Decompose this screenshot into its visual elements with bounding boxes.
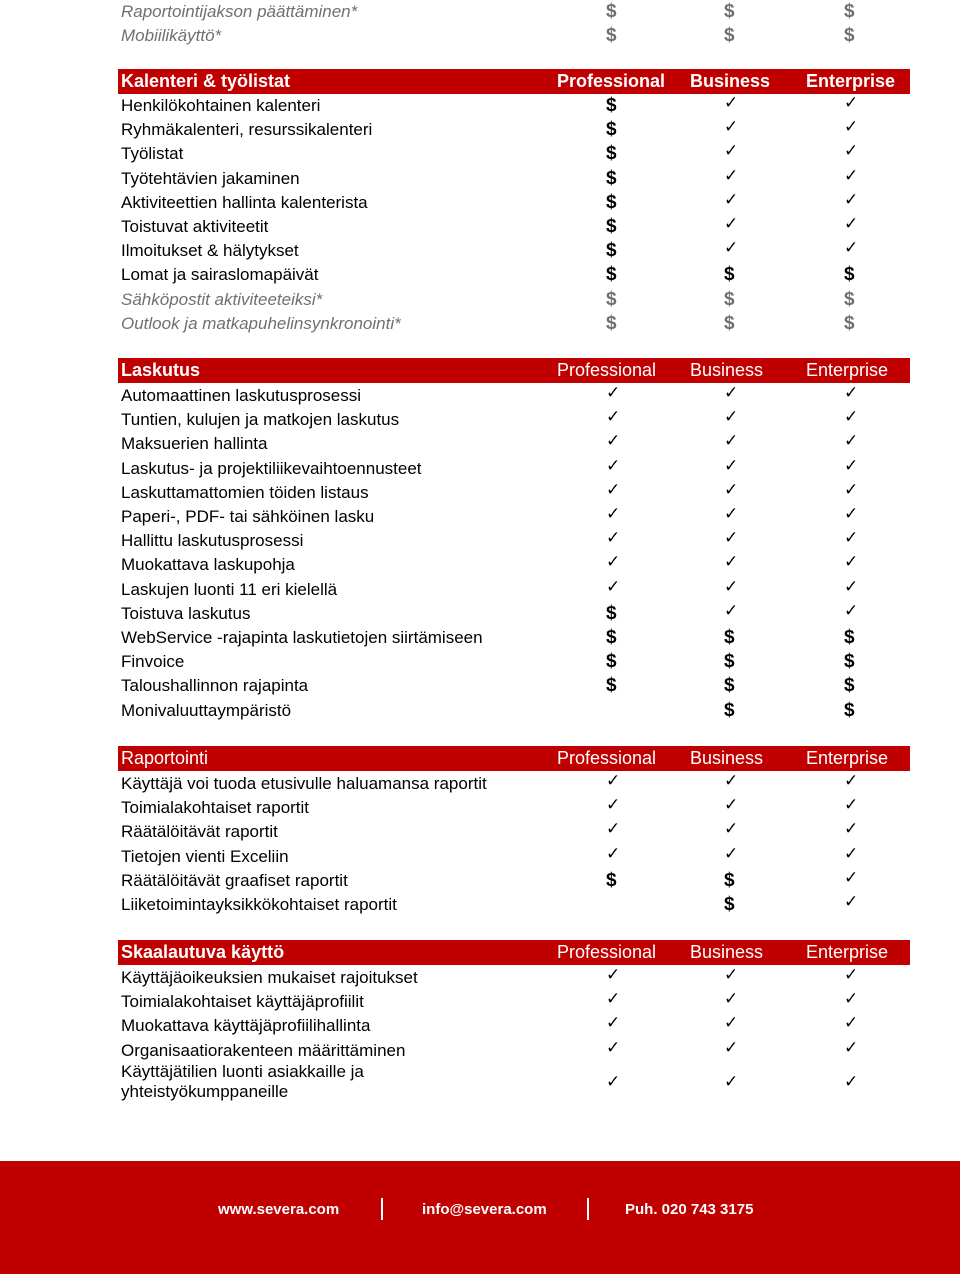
feature-row (120, 118, 910, 142)
column-enterprise: Enterprise (806, 360, 889, 380)
professional-cell: $ (606, 191, 617, 213)
column-business: Business (690, 942, 764, 962)
enterprise-cell: ✓ (844, 455, 859, 476)
feature-label: Monivaluuttaympäristö (121, 700, 292, 720)
feature-label: Taloushallinnon rajapinta (121, 676, 309, 696)
business-cell: ✓ (724, 431, 739, 452)
professional-cell: $ (606, 312, 617, 334)
feature-row (120, 626, 910, 650)
professional-cell: $ (606, 143, 617, 165)
enterprise-cell: ✓ (844, 189, 859, 210)
feature-row (120, 699, 910, 723)
feature-row (120, 772, 910, 796)
feature-row (120, 191, 910, 215)
feature-label: Liiketoimintayksikkökohtaiset raportit (121, 895, 397, 914)
feature-row (120, 263, 910, 287)
business-cell: ✓ (724, 383, 739, 403)
enterprise-cell: ✓ (844, 819, 859, 840)
enterprise-cell: $ (844, 627, 855, 648)
enterprise-cell: ✓ (844, 892, 859, 912)
feature-row (120, 893, 910, 917)
business-cell: ✓ (724, 93, 739, 113)
business-cell: ✓ (724, 795, 739, 816)
enterprise-cell: ✓ (844, 1013, 859, 1034)
feature-label: Hallittu laskutusprosessi (121, 531, 304, 551)
enterprise-cell: ✓ (844, 407, 859, 428)
business-cell: $ (724, 869, 735, 891)
email-link[interactable]: info@severa.com (422, 1201, 547, 1218)
phone-number: Puh. 020 743 3175 (625, 1201, 754, 1218)
business-cell: ✓ (724, 1071, 739, 1092)
professional-cell: ✓ (606, 383, 621, 403)
enterprise-cell: ✓ (844, 867, 859, 888)
professional-cell: ✓ (606, 1037, 621, 1058)
enterprise-cell: ✓ (844, 965, 859, 985)
feature-row (120, 1014, 910, 1038)
enterprise-cell: ✓ (844, 771, 859, 791)
section-header-laskutus (118, 358, 910, 383)
feature-row (120, 288, 910, 312)
column-professional: Professional (557, 71, 666, 91)
feature-row (120, 869, 910, 893)
feature-label: Toimialakohtaiset raportit (121, 798, 310, 818)
professional-cell: $ (606, 240, 617, 262)
professional-cell: $ (606, 869, 617, 891)
feature-row (120, 820, 910, 844)
footer-bar (0, 1161, 960, 1274)
business-cell: ✓ (724, 771, 739, 791)
column-business: Business (690, 71, 771, 91)
enterprise-cell: $ (844, 699, 855, 721)
feature-row (120, 553, 910, 577)
website-link[interactable]: www.severa.com (218, 1201, 340, 1218)
business-cell: ✓ (724, 843, 739, 864)
business-cell: ✓ (724, 238, 739, 259)
enterprise-cell: $ (844, 312, 855, 334)
feature-label: Tuntien, kulujen ja matkojen laskutus (121, 410, 400, 430)
column-professional: Professional (557, 942, 657, 962)
professional-cell: ✓ (606, 771, 621, 791)
professional-cell: ✓ (606, 455, 621, 476)
enterprise-cell: ✓ (844, 93, 859, 113)
professional-cell: ✓ (606, 528, 621, 549)
feature-row (120, 529, 910, 553)
enterprise-cell: ✓ (844, 576, 859, 597)
enterprise-cell: $ (844, 264, 855, 286)
feature-label: Toimialakohtaiset käyttäjäprofiilit (121, 992, 364, 1012)
feature-row (120, 432, 910, 456)
business-cell: ✓ (724, 819, 739, 840)
feature-label: Työtehtävien jakaminen (121, 168, 300, 188)
enterprise-cell: ✓ (844, 795, 859, 816)
business-cell: ✓ (724, 600, 739, 621)
feature-label: Raportointijakson päättäminen* (121, 2, 358, 21)
feature-row (120, 0, 910, 24)
enterprise-cell: $ (844, 288, 855, 310)
enterprise-cell: ✓ (844, 989, 859, 1010)
business-cell: ✓ (724, 117, 739, 138)
feature-label: Aktiviteettien hallinta kalenterista (121, 192, 368, 212)
enterprise-cell: ✓ (844, 383, 859, 403)
enterprise-cell: $ (844, 1, 855, 22)
professional-cell: $ (606, 216, 617, 237)
section-header-raportointi (118, 746, 910, 771)
business-cell: ✓ (724, 141, 739, 162)
enterprise-cell: ✓ (844, 117, 859, 138)
feature-row (120, 312, 910, 336)
enterprise-cell: $ (844, 651, 855, 673)
feature-label: Lomat ja sairaslomapäivät (121, 265, 319, 285)
business-cell: $ (724, 627, 735, 648)
business-cell: $ (724, 25, 735, 46)
enterprise-cell: ✓ (844, 552, 859, 573)
business-cell: ✓ (724, 989, 739, 1010)
footer-divider (587, 1198, 589, 1220)
enterprise-cell: ✓ (844, 479, 859, 500)
feature-label: Laskutus- ja projektiliikevaihtoennusteet (121, 458, 422, 478)
feature-row (120, 845, 910, 869)
business-cell: ✓ (724, 504, 739, 524)
business-cell: $ (724, 675, 735, 697)
enterprise-cell: ✓ (844, 843, 859, 864)
professional-cell: $ (606, 675, 617, 697)
enterprise-cell: $ (844, 25, 855, 46)
business-cell: ✓ (724, 576, 739, 597)
feature-label: Ilmoitukset & hälytykset (121, 241, 299, 261)
enterprise-cell: ✓ (844, 165, 859, 186)
business-cell: ✓ (724, 965, 739, 985)
column-professional: Professional (557, 360, 657, 380)
feature-label: Automaattinen laskutusprosessi (121, 386, 362, 405)
professional-cell: $ (606, 602, 617, 624)
enterprise-cell: ✓ (844, 214, 859, 234)
feature-row (120, 215, 910, 239)
feature-row (120, 167, 910, 191)
professional-cell: $ (606, 119, 617, 141)
section-title: Raportointi (121, 748, 209, 768)
feature-label: Muokattava käyttäjäprofiilihallinta (121, 1016, 371, 1036)
feature-row (120, 966, 910, 990)
feature-label: Outlook ja matkapuhelinsynkronointi* (121, 313, 401, 333)
business-cell: ✓ (724, 455, 739, 476)
feature-label: Toistuvat aktiviteetit (121, 217, 269, 236)
feature-label: Tietojen vienti Exceliin (121, 846, 289, 866)
enterprise-cell: ✓ (844, 528, 859, 549)
feature-row (120, 481, 910, 505)
business-cell: $ (724, 894, 735, 915)
business-cell: ✓ (724, 552, 739, 573)
professional-cell: ✓ (606, 431, 621, 452)
professional-cell: $ (606, 264, 617, 286)
enterprise-cell: ✓ (844, 504, 859, 524)
professional-cell: $ (606, 651, 617, 673)
feature-label: Henkilökohtainen kalenteri (121, 96, 321, 115)
feature-label: Organisaatiorakenteen määrittäminen (121, 1040, 406, 1060)
feature-row (120, 674, 910, 698)
professional-cell: $ (606, 25, 617, 46)
business-cell: ✓ (724, 189, 739, 210)
feature-label: Laskuttamattomien töiden listaus (121, 482, 369, 502)
footer-divider (381, 1198, 383, 1220)
feature-row (120, 239, 910, 263)
enterprise-cell: ✓ (844, 141, 859, 162)
feature-label: Laskujen luonti 11 eri kielellä (121, 579, 338, 599)
professional-cell: $ (606, 1, 617, 22)
feature-row (120, 408, 910, 432)
feature-row (120, 457, 910, 481)
column-business: Business (690, 748, 764, 768)
enterprise-cell: ✓ (844, 600, 859, 621)
feature-row (120, 505, 910, 529)
professional-cell: ✓ (606, 576, 621, 597)
business-cell: ✓ (724, 165, 739, 186)
professional-cell: $ (606, 167, 617, 189)
feature-label: Käyttäjä voi tuoda etusivulle haluamansa raportit (121, 774, 487, 793)
feature-row (120, 650, 910, 674)
enterprise-cell: ✓ (844, 1037, 859, 1058)
professional-cell: ✓ (606, 1071, 621, 1092)
feature-row (120, 1063, 910, 1105)
feature-row (120, 142, 910, 166)
feature-label: Muokattava laskupohja (121, 555, 295, 575)
professional-cell: ✓ (606, 989, 621, 1010)
professional-cell: ✓ (606, 552, 621, 573)
feature-label: Ryhmäkalenteri, resurssikalenteri (121, 120, 373, 140)
column-enterprise: Enterprise (806, 71, 896, 91)
feature-row (120, 384, 910, 408)
enterprise-cell: ✓ (844, 431, 859, 452)
professional-cell: ✓ (606, 504, 621, 524)
column-enterprise: Enterprise (806, 942, 889, 962)
business-cell: ✓ (724, 1013, 739, 1034)
column-business: Business (690, 360, 764, 380)
section-title: Skaalautuva käyttö (121, 942, 285, 962)
feature-label: Toistuva laskutus (121, 603, 251, 623)
feature-label: Räätälöitävät raportit (121, 822, 278, 842)
professional-cell: ✓ (606, 479, 621, 500)
business-cell: $ (724, 264, 735, 286)
feature-row (120, 602, 910, 626)
section-header-skaalautuva (118, 940, 910, 965)
enterprise-cell: ✓ (844, 1071, 859, 1092)
business-cell: $ (724, 699, 735, 721)
feature-label: Mobiilikäyttö* (121, 26, 222, 45)
column-enterprise: Enterprise (806, 748, 889, 768)
professional-cell: ✓ (606, 965, 621, 985)
business-cell: $ (724, 651, 735, 673)
feature-row (120, 94, 910, 118)
feature-label: Paperi-, PDF- tai sähköinen lasku (121, 507, 375, 526)
feature-row (120, 24, 910, 48)
section-title: Kalenteri & työlistat (121, 71, 291, 91)
feature-label: WebService -rajapinta laskutietojen siirtämiseen (121, 628, 483, 647)
professional-cell: ✓ (606, 843, 621, 864)
section-title: Laskutus (121, 360, 201, 380)
feature-label: Finvoice (121, 652, 185, 672)
business-cell: ✓ (724, 214, 739, 234)
business-cell: ✓ (724, 407, 739, 428)
feature-label: Sähköpostit aktiviteeteiksi* (121, 289, 323, 309)
professional-cell: ✓ (606, 1013, 621, 1034)
business-cell: $ (724, 1, 735, 22)
professional-cell: $ (606, 95, 617, 116)
feature-label: Työlistat (121, 144, 184, 164)
feature-label: Räätälöitävät graafiset raportit (121, 870, 348, 890)
professional-cell: ✓ (606, 795, 621, 816)
feature-label: Maksuerien hallinta (121, 434, 268, 454)
business-cell: $ (724, 312, 735, 334)
business-cell: ✓ (724, 479, 739, 500)
feature-label: Käyttäjätilien luonti asiakkaille ja yhteistyökumppaneille (121, 1061, 364, 1101)
column-professional: Professional (557, 748, 657, 768)
feature-row (120, 578, 910, 602)
business-cell: ✓ (724, 528, 739, 549)
enterprise-cell: $ (844, 675, 855, 697)
professional-cell: $ (606, 288, 617, 310)
section-header-kalenteri (118, 69, 910, 94)
feature-row (120, 990, 910, 1014)
business-cell: ✓ (724, 1037, 739, 1058)
professional-cell: ✓ (606, 819, 621, 840)
feature-row (120, 796, 910, 820)
professional-cell: ✓ (606, 407, 621, 428)
business-cell: $ (724, 288, 735, 310)
professional-cell: $ (606, 627, 617, 648)
enterprise-cell: ✓ (844, 238, 859, 259)
feature-label: Käyttäjäoikeuksien mukaiset rajoitukset (121, 968, 418, 987)
feature-row (120, 1039, 910, 1063)
